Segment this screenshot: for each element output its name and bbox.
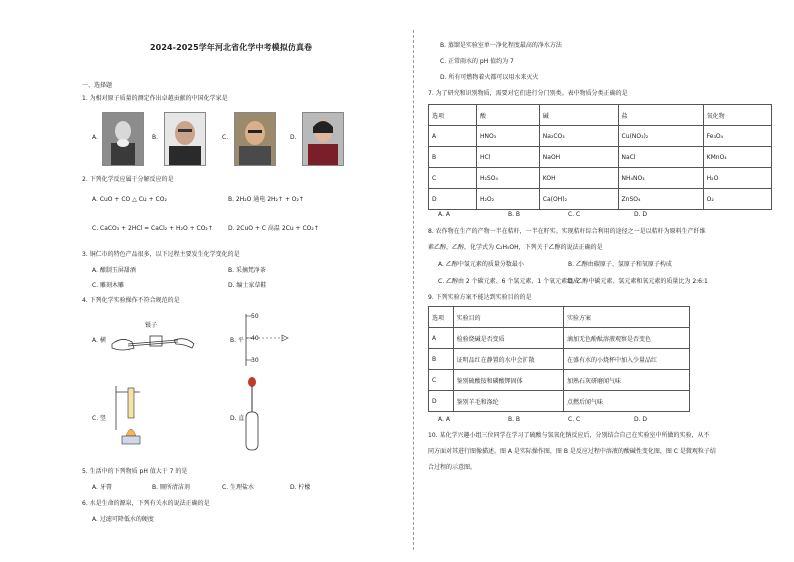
table-row: [429, 349, 690, 370]
table-cell: HNO₃: [477, 126, 540, 147]
q9-table-header: [429, 307, 690, 328]
q5-option-b[interactable]: B. 厕所清洁剂: [152, 484, 190, 491]
q1-option-a[interactable]: A.: [92, 134, 98, 141]
table-cell: NH₄NO₃: [618, 168, 703, 189]
q9-stem: 9. 下列实验方案不能达到实验目的的是: [428, 294, 532, 301]
header-cell: 实验方案: [564, 307, 690, 328]
q6-option-b[interactable]: B. 蒸馏是实验室单一净化程度最高的净水方法: [440, 42, 562, 49]
scale-40: 40: [251, 335, 259, 342]
header-cell: 选项: [429, 105, 477, 126]
header-cell: 选项: [429, 307, 454, 328]
q2-option-c[interactable]: C. CaCO₃ + 2HCl = CaCl₂ + H₂O + CO₂↑: [92, 225, 213, 232]
q9-choice-a[interactable]: A. A: [438, 416, 450, 423]
table-cell: NaCl: [618, 147, 703, 168]
table-row: [429, 147, 772, 168]
q2-option-a[interactable]: A. CuO + CO △ Cu + CO₂: [92, 196, 167, 203]
table-cell: KOH: [539, 168, 618, 189]
header-cell: 碱: [539, 105, 618, 126]
q2-option-d[interactable]: D. 2CuO + C 高温 2Cu + CO₂↑: [228, 225, 319, 232]
table-row: [429, 189, 772, 210]
table-cell: Cu(NO₃)₂: [618, 126, 703, 147]
graduated-cylinder-diagram: [236, 310, 296, 370]
table-cell: Fe₃O₄: [703, 126, 771, 147]
section-heading: 一、选择题: [82, 82, 113, 89]
q4-option-b[interactable]: B. 平: [230, 337, 244, 344]
scale-50: 50: [251, 313, 259, 320]
table-cell: 加熟石灰研磨闻气味: [564, 370, 690, 391]
table-cell: 检验烧碱是否变质: [453, 328, 563, 349]
q1-option-b[interactable]: B.: [152, 134, 159, 141]
table-row: [429, 168, 772, 189]
q2-option-b[interactable]: B. 2H₂O 通电 2H₂↑ + O₂↑: [228, 196, 304, 203]
q8-option-d[interactable]: D. 乙醇中碳元素、氢元素和氧元素的质量比为 2:6:1: [568, 278, 708, 285]
table-cell: H₂SO₄: [477, 168, 540, 189]
q5-option-c[interactable]: C. 生理盐水: [222, 484, 255, 491]
q3-option-c[interactable]: C. 雕刻木雕: [92, 282, 125, 289]
table-cell: B: [429, 147, 477, 168]
table-cell: C: [429, 370, 454, 391]
q8-stem-line2: 素乙醇，乙醇，化学式为 C₂H₅OH，下列关于乙醇的说法正确的是: [428, 244, 603, 251]
q4-option-a[interactable]: A. 横: [92, 337, 106, 344]
table-cell: Ca(OH)₂: [539, 189, 618, 210]
table-row: [429, 126, 772, 147]
q3-option-b[interactable]: B. 采摘梵净茶: [228, 267, 266, 274]
q8-option-b[interactable]: B. 乙醇由碳原子、氢原子和氧原子构成: [568, 261, 672, 268]
header-cell: 酸: [477, 105, 540, 126]
q10-stem-line2: 同方面对其进行图像描述。图 A 是实际操作图，图 B 是反应过程中溶液的酸碱性变化图，图 C 是微观粒子结: [428, 448, 716, 455]
q5-option-d[interactable]: D. 柠檬: [290, 484, 311, 491]
q4-option-c[interactable]: C. 竖: [92, 415, 107, 422]
q6-option-a[interactable]: A. 过滤可降低水的硬度: [92, 516, 154, 523]
table-cell: 鉴别羊毛和涤纶: [453, 391, 563, 412]
table-cell: H₂O: [703, 168, 771, 189]
q2-stem: 2. 下列化学反应属于分解反应的是: [82, 176, 174, 183]
heating-tube-diagram: [110, 382, 150, 450]
table-cell: D: [429, 391, 454, 412]
header-cell: 盐: [618, 105, 703, 126]
q5-option-a[interactable]: A. 牙膏: [92, 484, 112, 491]
table-cell: B: [429, 349, 454, 370]
q3-option-a[interactable]: A. 酿制玉屏甜酒: [92, 267, 136, 274]
q8-stem-line1: 8. 农作物在生产的产物一半在秸秆，一半在籽实。实现秸秆综合利用的途径之一是以秸秆为原料生产纤维: [428, 228, 706, 235]
column-divider: [413, 30, 414, 550]
table-row: [429, 328, 690, 349]
table-cell: O₂: [703, 189, 771, 210]
q8-option-a[interactable]: A. 乙醇中氢元素的质量分数最小: [438, 261, 524, 268]
q7-table: [428, 104, 772, 210]
q9-table: [428, 306, 690, 412]
table-cell: 点燃后闻气味: [564, 391, 690, 412]
table-cell: 证明品红在静置的水中会扩散: [453, 349, 563, 370]
scale-30: 30: [251, 357, 259, 364]
header-cell: 氧化物: [703, 105, 771, 126]
portrait-b-image: [164, 112, 206, 166]
table-cell: ZnSO₄: [618, 189, 703, 210]
portrait-a-image: [102, 112, 144, 166]
portrait-c-image: [234, 112, 276, 166]
table-cell: D: [429, 189, 477, 210]
q6-option-d[interactable]: D. 所有可燃物着火都可以用水来灭火: [440, 74, 539, 81]
q3-option-d[interactable]: D. 编土家草鞋: [228, 282, 267, 289]
portrait-d-image: [302, 112, 344, 166]
table-cell: A: [429, 126, 477, 147]
q7-choice-c[interactable]: C. C: [568, 211, 581, 218]
q9-choice-b[interactable]: B. B: [508, 416, 521, 423]
q3-stem: 3. 铜仁市的特色产品很多，以下过程主要发生化学变化的是: [82, 251, 240, 258]
q9-choice-c[interactable]: C. C: [568, 416, 581, 423]
q10-stem-line1: 10. 某化学兴趣小组三位同学在学习了硫酸与氢氧化钠反应后，分别结合自己在实验室中所做的实验，从不: [428, 432, 710, 439]
q7-choice-b[interactable]: B. B: [508, 211, 521, 218]
page-title: 2024-2025学年河北省化学中考模拟仿真卷: [150, 43, 313, 52]
q6-stem: 6. 水是生命的源泉，下列有关水的说法正确的是: [82, 500, 210, 507]
q6-option-c[interactable]: C. 正常雨水的 pH 值约为 7: [440, 58, 514, 65]
table-row: [429, 391, 690, 412]
q1-stem: 1. 为相对原子质量的测定作出卓越贡献的中国化学家是: [82, 95, 228, 102]
table-cell: NaOH: [539, 147, 618, 168]
table-cell: H₂O₂: [477, 189, 540, 210]
table-cell: Na₂CO₃: [539, 126, 618, 147]
table-row: [429, 370, 690, 391]
header-cell: 实验目的: [453, 307, 563, 328]
table-cell: 滴加无色酚酞溶液观察是否变色: [564, 328, 690, 349]
q7-choice-a[interactable]: A. A: [438, 211, 450, 218]
dropper-tube-diagram: [240, 376, 264, 454]
q9-choice-d[interactable]: D. D: [634, 416, 648, 423]
q8-option-c[interactable]: C. 乙醇由 2 个碳元素、6 个氢元素、1 个氧元素组成: [438, 278, 580, 285]
q4-stem: 4. 下列化学实验操作不符合规范的是: [82, 297, 180, 304]
q7-stem: 7. 为了研究和识别物质，需要对它们进行分门别类。表中物质分类正确的是: [428, 90, 628, 97]
table-cell: 在盛有水的小烧杯中加入少量品红: [564, 349, 690, 370]
tweezers-label: 镊子: [145, 322, 158, 329]
q1-option-c[interactable]: C.: [222, 134, 229, 141]
table-cell: C: [429, 168, 477, 189]
table-cell: KMnO₄: [703, 147, 771, 168]
q7-choice-d[interactable]: D. D: [634, 211, 648, 218]
q10-stem-line3: 合过程的示意图。: [428, 464, 477, 471]
table-cell: HCl: [477, 147, 540, 168]
q1-option-d[interactable]: D.: [290, 134, 297, 141]
q7-table-header: [429, 105, 772, 126]
q4-option-d[interactable]: D. 直: [230, 415, 245, 422]
q5-stem: 5. 生活中的下列物质 pH 值大于 7 的是: [82, 468, 188, 475]
table-cell: A: [429, 328, 454, 349]
table-cell: 鉴别硫酸铵和磷酸钾固体: [453, 370, 563, 391]
